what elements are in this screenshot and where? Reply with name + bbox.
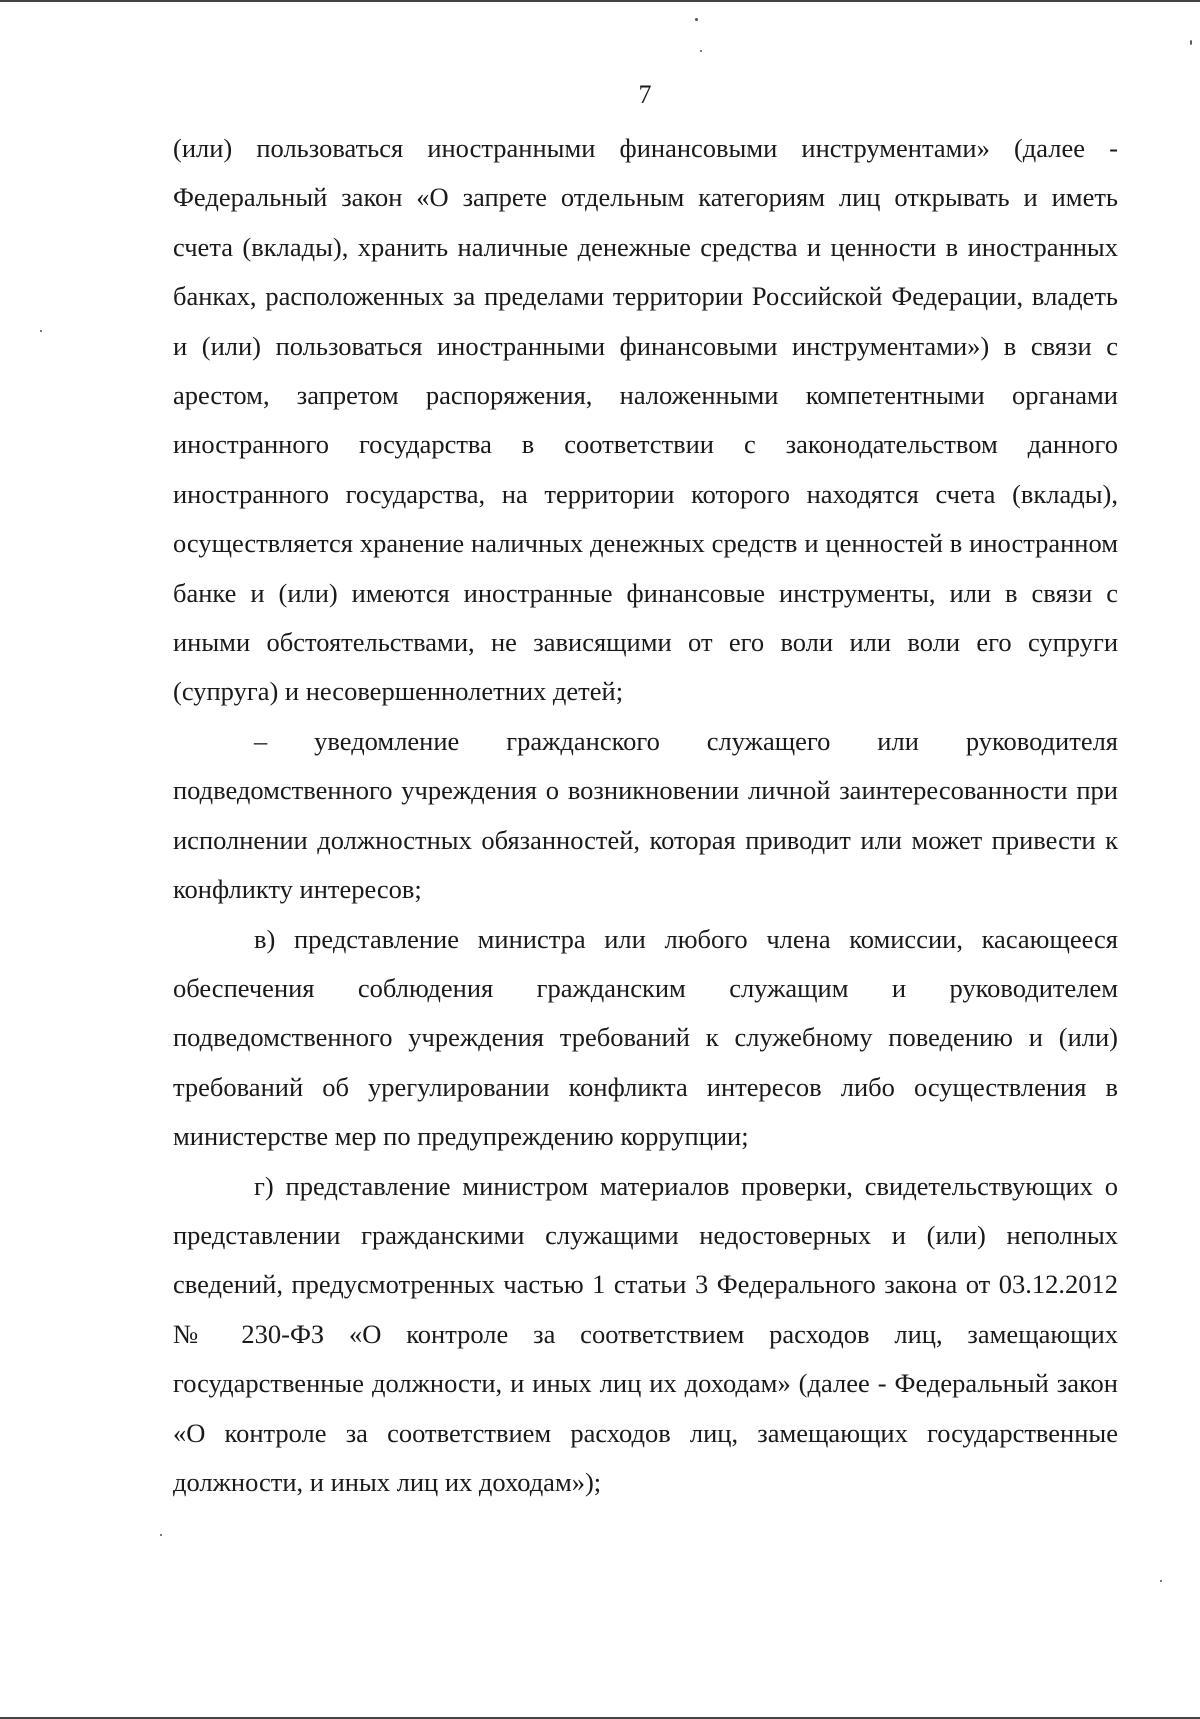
page-number: 7 [638, 80, 652, 109]
scan-speck [40, 330, 42, 332]
scan-speck [1160, 1580, 1162, 1582]
scan-speck [695, 18, 698, 21]
body-text [173, 124, 1118, 1507]
scan-speck [700, 50, 702, 52]
scan-top-edge [0, 0, 1200, 2]
scan-speck [1190, 40, 1192, 45]
paragraph-continuation: (или) пользоваться иностранными финансовыми инструментами» (далее - Федеральный закон «О запрете отдельным категориям лиц открывать и иметь счета (вклады), хранить наличные денежные средства и ценности в иностранных банках, расположенных за пределами территории Российской Федерации, владеть и (или) пользоваться иностранными финансовыми инструментами») в связи с арестом, запретом распоряжения, наложенными компетентными органами иностранного государства в соответствии с законодательством данного иностранного государства, на территории которого находятся счета (вклады), осуществляется хранение наличных денежных средств и ценностей в иностранном банке и (или) имеются иностранные финансовые инструменты, или в связи с иными обстоятельствами, не зависящими от его воли или воли его супруги (супруга) и несовершеннолетних детей; [173, 133, 1118, 707]
scan-speck [160, 1534, 162, 1536]
paragraph-item-v: в) представление министра или любого члена комиссии, касающееся обеспечения соблюдения гражданским служащим и руководителем подведомственного учреждения требований к служебному поведению и (или) требований об урегулировании конфликта интересов либо осуществления в министерстве мер по предупреждению коррупции; [173, 923, 1118, 1152]
paragraph-notification-item: – уведомление гражданского служащего или руководителя подведомственного учреждения о возникновении личной заинтересованности при исполнении должностных обязанностей, которая приводит или может привести к конфликту интересов; [173, 725, 1118, 905]
paragraph-item-g: г) представление министром материалов проверки, свидетельствующих о представлении гражданскими служащими недостоверных и (или) неполных сведений, предусмотренных частью 1 статьи 3 Федерального закона от 03.12.2012 № 230-ФЗ «О контроле за соответствием расходов лиц, замещающих государственные должности, и иных лиц их доходам» (далее - Федеральный закон «О контроле за соответствием расходов лиц, замещающих государственные должности, и иных лиц их доходам»); [173, 1170, 1118, 1497]
